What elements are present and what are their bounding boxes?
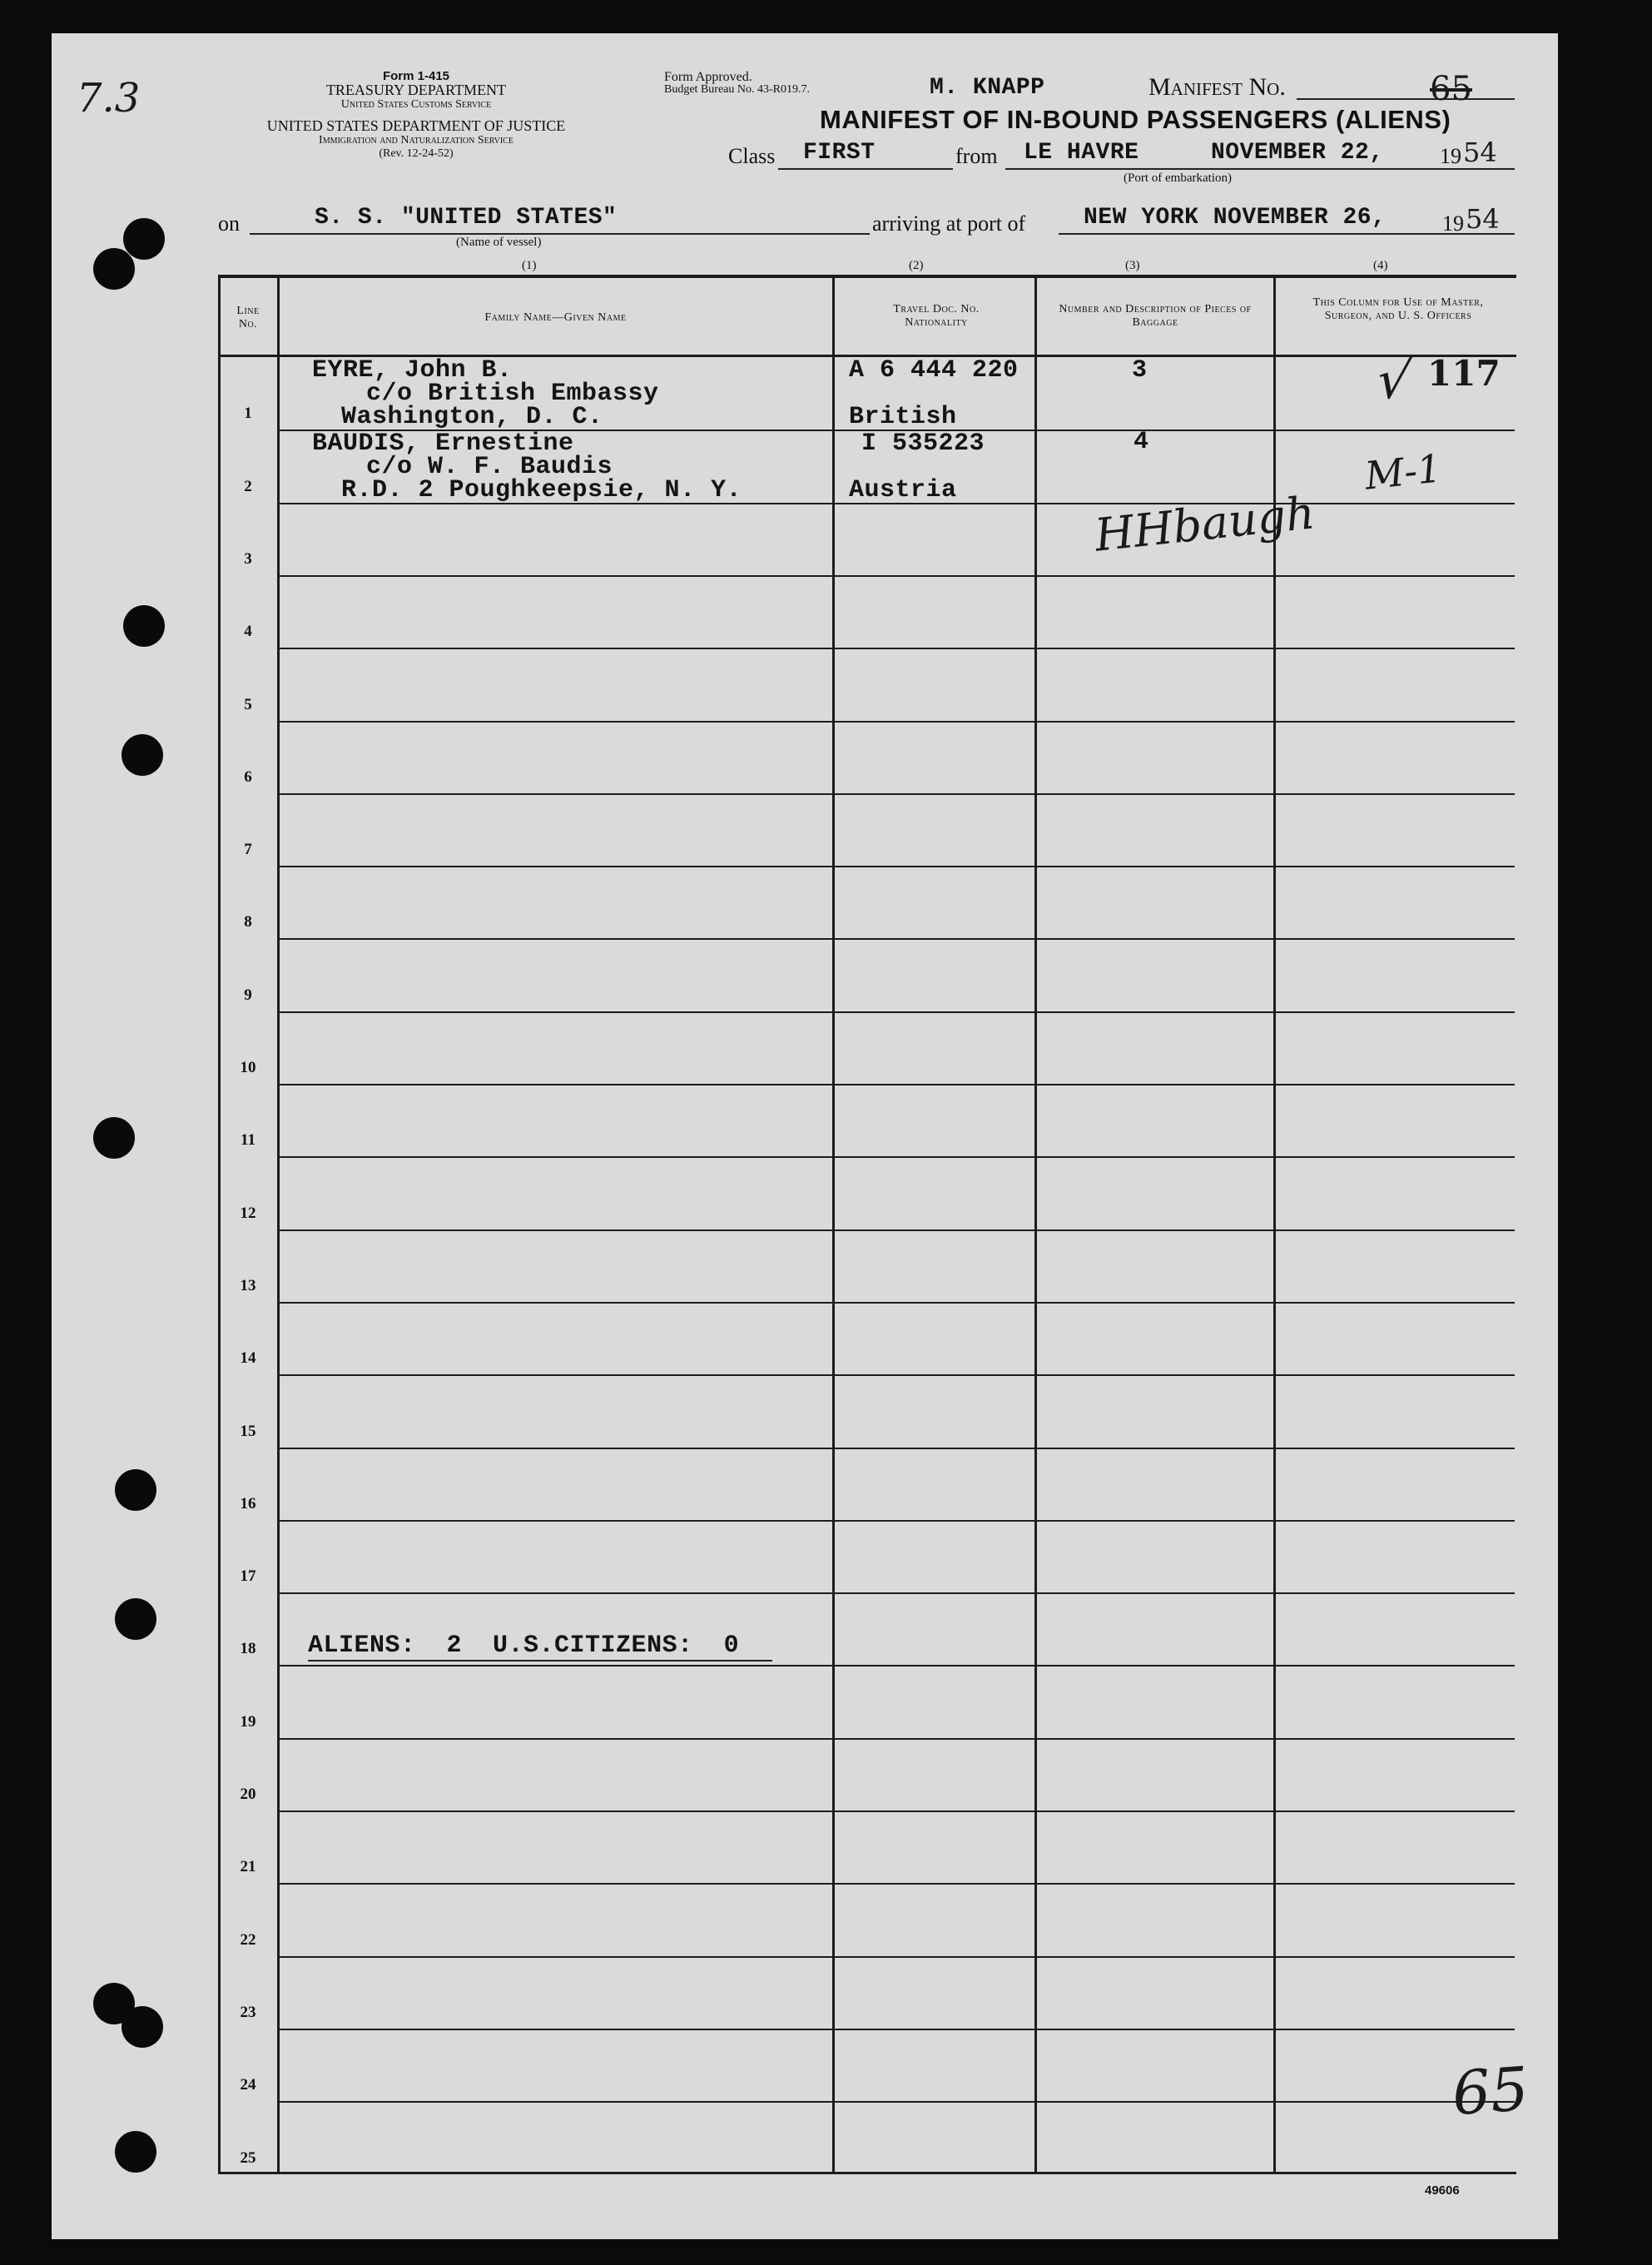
- row-rule: [280, 1374, 1515, 1376]
- line-number: 4: [244, 623, 252, 641]
- column-number-4: (4): [1373, 259, 1388, 272]
- passenger-2-travel-doc: I 535223: [861, 430, 985, 458]
- class-label: Class: [728, 144, 776, 168]
- passenger-1-address-line-2: Washington, D. C.: [341, 403, 603, 431]
- manifest-no-value: 65: [1430, 70, 1472, 108]
- passenger-1-officer-note: 117: [1427, 353, 1501, 394]
- header-family-name: Family Name—Given Name: [484, 311, 627, 324]
- row-rule: [280, 2101, 1515, 2103]
- line-number: 13: [240, 1276, 256, 1294]
- summary-line: ALIENS: 2 U.S.CITIZENS: 0: [308, 1632, 772, 1661]
- row-rule: [280, 1520, 1515, 1522]
- row-rule: [280, 1011, 1515, 1013]
- line-number: 25: [240, 2148, 256, 2167]
- vessel-rule: [250, 233, 870, 235]
- passenger-1-officer-mark: √: [1372, 350, 1417, 411]
- line-number: 7: [244, 841, 252, 859]
- passenger-2-officer-note: M-1: [1362, 445, 1444, 499]
- header-baggage: Number and Description of Pieces of Baggage: [1059, 303, 1252, 329]
- line-number: 9: [244, 986, 252, 1004]
- line-no-divider: [277, 275, 280, 2174]
- punch-hole: [122, 734, 163, 776]
- column-number-3: (3): [1125, 259, 1140, 272]
- from-label: from: [955, 144, 998, 168]
- row-rule: [280, 1883, 1515, 1885]
- vessel-caption: (Name of vessel): [456, 236, 542, 249]
- line-number: 10: [240, 1059, 256, 1076]
- row-rule: [280, 1811, 1515, 1812]
- passenger-2-address-line-1: c/o W. F. Baudis: [366, 453, 613, 481]
- passenger-2-address-line-2: R.D. 2 Poughkeepsie, N. Y.: [341, 476, 742, 504]
- punch-hole: [93, 1117, 135, 1159]
- table-top-rule: [218, 275, 1516, 278]
- punch-hole: [115, 1469, 156, 1511]
- port-caption: (Port of embarkation): [1124, 171, 1232, 185]
- row-rule: [280, 1448, 1515, 1449]
- budget-bureau-no: Budget Bureau No. 43-R019.7.: [664, 83, 810, 96]
- line-number: 11: [241, 1131, 255, 1150]
- passenger-2-baggage: 4: [1134, 428, 1149, 456]
- from-year: 54: [1463, 137, 1497, 168]
- officer-signature: HHbaugh: [1092, 486, 1317, 562]
- line-number: 2: [244, 477, 252, 495]
- header-travel-doc: Travel Doc. No. Nationality: [893, 303, 980, 329]
- vessel-name: S. S. "UNITED STATES": [315, 205, 618, 231]
- customs-service: United States Customs Service: [340, 98, 492, 111]
- row-rule: [280, 648, 1515, 649]
- line-number: 23: [240, 2003, 256, 2021]
- passenger-1-baggage: 3: [1132, 356, 1148, 385]
- table-bottom-rule: [218, 2172, 1516, 2174]
- line-number: 18: [240, 1640, 256, 1658]
- row-rule: [280, 575, 1515, 577]
- form-number: Form 1-415: [382, 69, 450, 83]
- passenger-2-name: BAUDIS, Ernestine: [312, 430, 574, 458]
- punch-hole: [123, 218, 165, 260]
- row-rule: [280, 1738, 1515, 1740]
- line-number: 8: [244, 913, 252, 931]
- line-number: 15: [240, 1422, 256, 1440]
- arrival-port-date: NEW YORK NOVEMBER 26,: [1084, 205, 1387, 231]
- column-number-2: (2): [909, 259, 924, 272]
- row-rule: [280, 1592, 1515, 1594]
- punch-hole: [122, 2006, 163, 2048]
- punch-hole: [123, 605, 165, 647]
- manifest-no-rule: [1297, 98, 1515, 100]
- from-port: LE HAVRE: [1024, 140, 1139, 166]
- row-rule: [280, 866, 1515, 867]
- row-rule: [280, 1665, 1515, 1666]
- passenger-2-nationality: Austria: [849, 476, 957, 504]
- arriving-label: arriving at port of: [872, 211, 1026, 236]
- name-doc-divider: [832, 275, 835, 2174]
- column-number-1: (1): [522, 259, 537, 272]
- arrival-year-prefix: 19: [1442, 211, 1464, 236]
- row-rule: [280, 1229, 1515, 1231]
- class-value: FIRST: [803, 140, 876, 166]
- line-number: 6: [244, 767, 252, 786]
- punch-hole: [115, 2131, 156, 2173]
- row-rule: [280, 1084, 1515, 1085]
- table-left-border: [218, 275, 221, 2174]
- row-rule: [280, 2029, 1515, 2030]
- line-number: 14: [240, 1349, 256, 1368]
- line-number: 5: [244, 695, 252, 713]
- line-number: 17: [240, 1567, 256, 1586]
- corner-handwritten-mark: 7.3: [77, 75, 141, 122]
- on-label: on: [218, 211, 240, 236]
- passenger-1-address-line-1: c/o British Embassy: [366, 380, 659, 408]
- row-rule: [280, 793, 1515, 795]
- header-officers-use: This Column for Use of Master, Surgeon, and U. S. Officers: [1312, 296, 1484, 322]
- treasury-department: TREASURY DEPARTMENT: [325, 82, 507, 98]
- line-number: 24: [240, 2076, 256, 2094]
- passenger-1-travel-doc: A 6 444 220: [849, 356, 1019, 385]
- row-rule: [280, 721, 1515, 723]
- line-number: 22: [240, 1930, 256, 1949]
- line-number: 19: [240, 1712, 256, 1731]
- punch-hole: [115, 1598, 156, 1640]
- row-rule: [280, 1156, 1515, 1158]
- justice-department: UNITED STATES DEPARTMENT OF JUSTICE: [266, 117, 566, 134]
- page-number-handwritten: 65: [1450, 2053, 1531, 2129]
- header-line-no: Line No.: [236, 305, 260, 330]
- line-number: 12: [240, 1204, 256, 1222]
- manifest-no-label: Manifest No.: [1148, 73, 1286, 101]
- arrival-year: 54: [1466, 203, 1500, 235]
- line-number: 1: [244, 405, 252, 423]
- row-rule: [280, 1302, 1515, 1304]
- from-date: NOVEMBER 22,: [1211, 140, 1384, 166]
- manifest-title: MANIFEST OF IN-BOUND PASSENGERS (ALIENS): [820, 105, 1451, 134]
- from-year-prefix: 19: [1440, 144, 1461, 168]
- line-number: 21: [240, 1858, 256, 1876]
- from-rule: [1005, 168, 1515, 170]
- line-number: 16: [240, 1494, 256, 1512]
- passenger-1-nationality: British: [849, 403, 957, 431]
- form-approved: Form Approved.: [664, 70, 752, 84]
- baggage-officer-divider: [1273, 275, 1276, 2174]
- line-number: 3: [244, 549, 252, 568]
- line-number: 20: [240, 1786, 256, 1803]
- class-rule: [778, 168, 953, 170]
- row-rule: [280, 1956, 1515, 1958]
- row-rule: [280, 938, 1515, 940]
- doc-baggage-divider: [1034, 275, 1037, 2174]
- immigration-service: Immigration and Naturalization Service: [319, 134, 513, 147]
- clerk-name: M. KNAPP: [930, 75, 1045, 101]
- revision-date: (Rev. 12-24-52): [379, 147, 454, 160]
- punch-hole: [93, 248, 135, 290]
- passenger-1-name: EYRE, John B.: [312, 356, 513, 385]
- form-code: 49606: [1425, 2183, 1460, 2198]
